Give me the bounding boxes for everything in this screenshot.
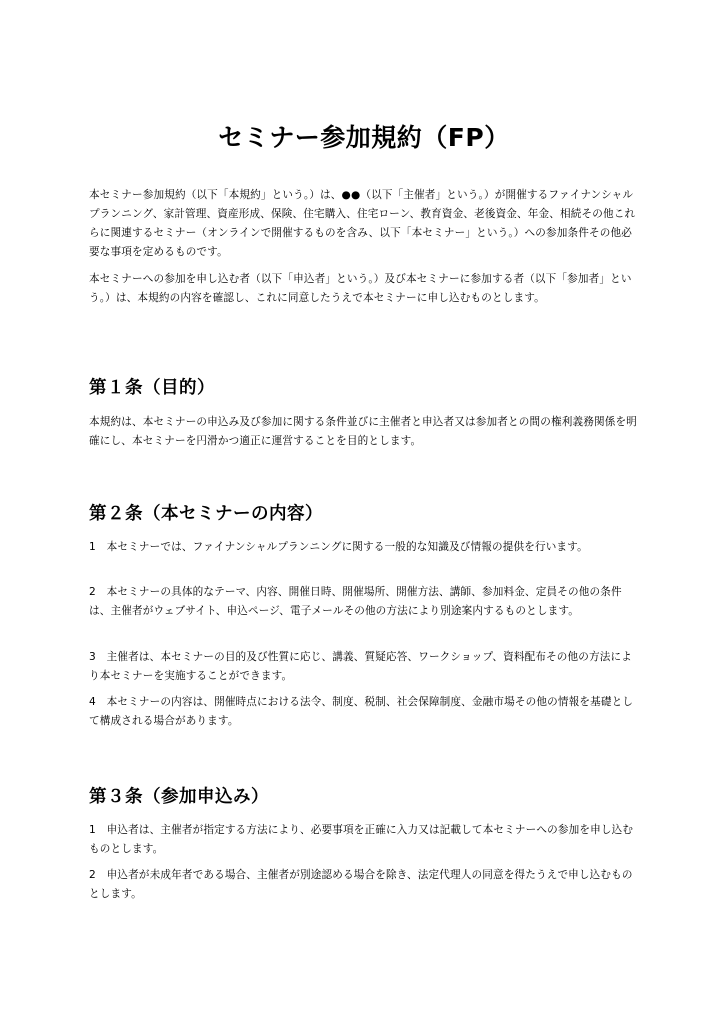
article-3-paragraph-1: 1 申込者は、主催者が指定する方法により、必要事項を正確に入力又は記載して本セミナーへの参加を申し込むものとします。	[89, 824, 634, 855]
article-2-paragraph-2: 2 本セミナーの具体的なテーマ、内容、開催日時、開催場所、開催方法、講師、参加料金、定員その他の条件は、主催者がウェブサイト、申込ページ、電子メールその他の方法により別途案内するものとします。	[89, 586, 622, 617]
article-2-paragraph-4: 4 本セミナーの内容は、開催時点における法令、制度、税制、社会保障制度、金融市場その他の情報を基礎として構成される場合があります。	[89, 696, 634, 727]
article-1-heading: 第１条（目的）	[89, 378, 215, 398]
article-1-paragraph-1: 本規約は、本セミナーの申込み及び参加に関する条件並びに主催者と申込者又は参加者との間の権利義務関係を明確にし、本セミナーを円滑かつ適正に運営することを目的とします。	[89, 416, 637, 447]
article-2-paragraph-3: 3 主催者は、本セミナーの目的及び性質に応じ、講義、質疑応答、ワークショップ、資料配布その他の方法により本セミナーを実施することができます。	[89, 651, 633, 682]
article-2-heading: 第２条（本セミナーの内容）	[89, 504, 323, 524]
article-3-paragraph-2: 2 申込者が未成年者である場合、主催者が別途認める場合を除き、法定代理人の同意を得たうえで申し込むものとします。	[89, 869, 633, 900]
article-2-paragraph-1: 1 本セミナーでは、ファイナンシャルプランニングに関する一般的な知識及び情報の提供を行います。	[89, 541, 588, 553]
intro-paragraph-2: 本セミナーへの参加を申し込む者（以下「申込者」という。）及び本セミナーに参加する者（以下「参加者」という。）は、本規約の内容を確認し、これに同意したうえで本セミナーに申し込むものとします。	[89, 273, 632, 304]
article-3-heading: 第３条（参加申込み）	[89, 787, 269, 807]
document-title: セミナー参加規約（FP）	[218, 123, 510, 152]
intro-paragraph-1: 本セミナー参加規約（以下「本規約」という。）は、●●（以下「主催者」という。）が開催するファイナンシャルプランニング、家計管理、資産形成、保険、住宅購入、住宅ローン、教育資金、老後資金、年金、相続その他これらに関連するセミナー（オンラインで開催するものを含み、以下「本セミナー」という。）への参加条件その他必要な事項を定めるものです。	[89, 189, 636, 258]
